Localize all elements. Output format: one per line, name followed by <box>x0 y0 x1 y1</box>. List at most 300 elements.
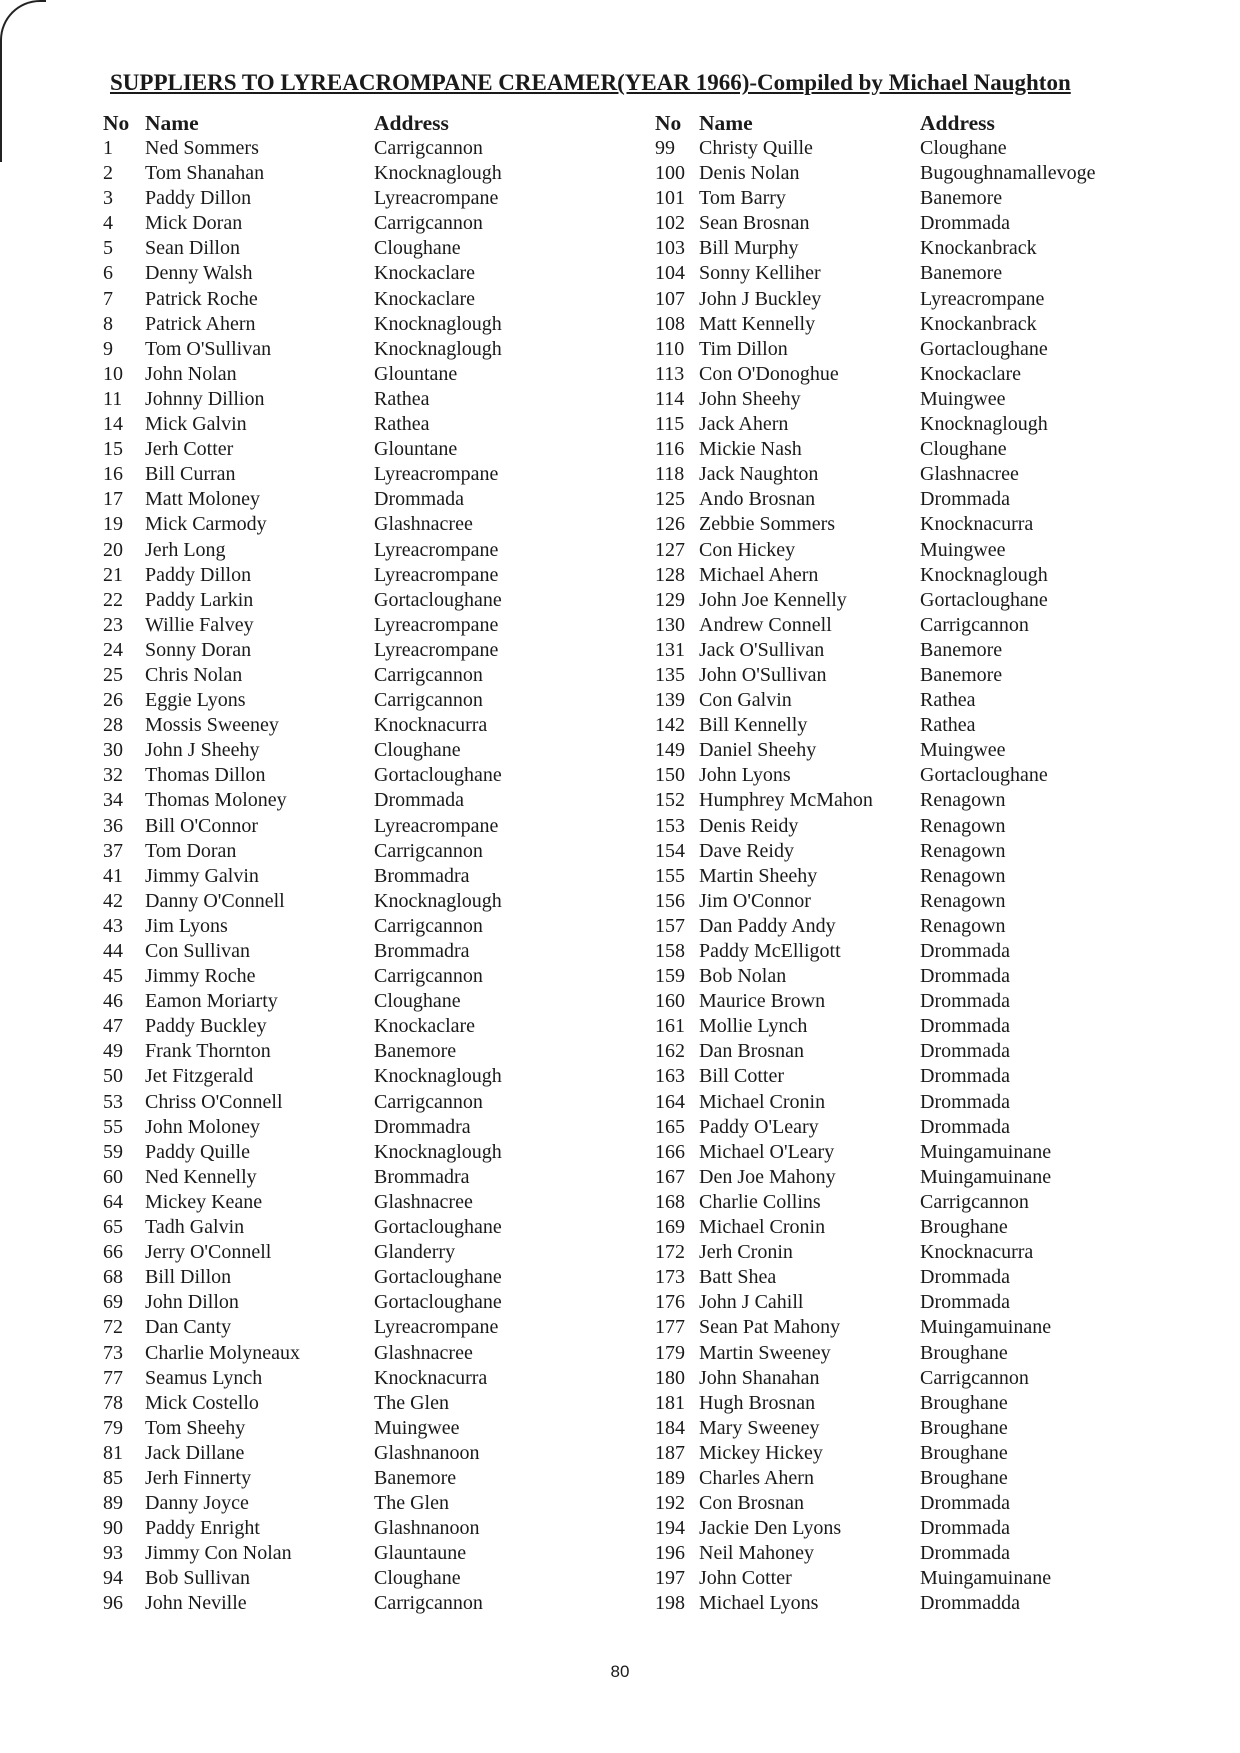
table-row <box>103 738 604 763</box>
supplier-address: Cloughane <box>920 438 1007 461</box>
supplier-address: Carrigcannon <box>374 689 483 712</box>
table-row <box>655 1391 1150 1416</box>
table-row <box>103 211 604 236</box>
supplier-number: 177 <box>655 1316 685 1339</box>
supplier-number: 4 <box>103 212 113 235</box>
supplier-name: John J Sheehy <box>145 739 260 762</box>
table-row <box>103 261 604 286</box>
supplier-address: Rathea <box>374 413 430 436</box>
supplier-name: Matt Moloney <box>145 488 260 511</box>
supplier-address: Renagown <box>920 839 1006 862</box>
supplier-name: Jerh Finnerty <box>145 1466 252 1489</box>
supplier-number: 108 <box>655 312 685 335</box>
table-row <box>103 839 604 864</box>
supplier-address: Drommada <box>920 1065 1010 1088</box>
supplier-name: Hugh Brosnan <box>699 1391 816 1414</box>
supplier-name: Tom Doran <box>145 839 237 862</box>
supplier-name: John O'Sullivan <box>699 663 827 686</box>
supplier-address: Lyreacrompane <box>920 287 1045 310</box>
supplier-name: Jerry O'Connell <box>145 1241 272 1264</box>
supplier-address: Muingamuinane <box>920 1316 1052 1339</box>
supplier-number: 152 <box>655 789 685 812</box>
supplier-number: 157 <box>655 914 685 937</box>
supplier-number: 16 <box>103 463 123 486</box>
supplier-address: Drommada <box>920 212 1010 235</box>
supplier-name: Jack Naughton <box>699 463 819 486</box>
supplier-number: 160 <box>655 990 685 1013</box>
supplier-number: 100 <box>655 162 685 185</box>
table-row <box>103 287 604 312</box>
supplier-name: Mick Galvin <box>145 413 247 436</box>
supplier-number: 93 <box>103 1542 123 1565</box>
supplier-address: Carrigcannon <box>374 1090 483 1113</box>
table-row <box>655 1366 1150 1391</box>
supplier-address: Renagown <box>920 864 1006 887</box>
supplier-number: 172 <box>655 1241 685 1264</box>
supplier-address: Gortacloughane <box>374 1291 502 1314</box>
supplier-name: Martin Sheehy <box>699 864 818 887</box>
table-row <box>103 1391 604 1416</box>
supplier-number: 126 <box>655 513 685 536</box>
supplier-number: 77 <box>103 1366 123 1389</box>
supplier-address: Carrigcannon <box>374 965 483 988</box>
table-row <box>103 788 604 813</box>
supplier-address: Drommada <box>920 940 1010 962</box>
supplier-name: Dan Paddy Andy <box>699 914 836 937</box>
table-row <box>103 236 604 261</box>
table-row <box>103 487 604 512</box>
supplier-name: Jimmy Roche <box>145 965 256 988</box>
supplier-name: John Cotter <box>699 1567 792 1590</box>
table-row <box>655 1416 1150 1441</box>
table-row <box>655 261 1150 286</box>
supplier-address: Drommadda <box>920 1592 1020 1615</box>
table-row <box>655 839 1150 864</box>
table-row <box>655 688 1150 713</box>
supplier-number: 125 <box>655 488 685 511</box>
table-row <box>103 1591 604 1616</box>
table-row <box>103 538 604 563</box>
supplier-name: Thomas Moloney <box>145 789 287 812</box>
supplier-number: 150 <box>655 764 685 787</box>
supplier-name: Paddy Buckley <box>145 1015 267 1038</box>
supplier-number: 118 <box>655 463 685 486</box>
supplier-name: Bill Curran <box>145 463 236 486</box>
table-row <box>655 1115 1150 1140</box>
supplier-address: Glashnanoon <box>374 1517 480 1540</box>
supplier-address: Gortacloughane <box>374 588 502 611</box>
page-title: SUPPLIERS TO LYREACROMPANE CREAMER(YEAR 1966)-Compiled by Michael Naughton <box>110 70 1071 95</box>
supplier-number: 73 <box>103 1341 123 1364</box>
table-row <box>103 1366 604 1391</box>
supplier-name: Maurice Brown <box>699 990 826 1013</box>
table-row <box>103 1090 604 1115</box>
supplier-number: 169 <box>655 1216 685 1239</box>
supplier-address: Rathea <box>374 387 430 410</box>
supplier-number: 162 <box>655 1040 685 1063</box>
supplier-address: Glountane <box>374 362 458 385</box>
table-row <box>103 1541 604 1566</box>
table-row <box>655 462 1150 487</box>
supplier-name: Dan Brosnan <box>699 1040 804 1063</box>
supplier-name: Sean Dillon <box>145 237 240 260</box>
table-row <box>103 161 604 186</box>
table-row <box>655 1190 1150 1215</box>
table-row <box>103 186 604 211</box>
supplier-name: Paddy O'Leary <box>699 1115 819 1138</box>
supplier-address: Glashnacree <box>374 1341 473 1364</box>
table-row <box>103 889 604 914</box>
supplier-address: Muingamuinane <box>920 1567 1052 1590</box>
supplier-number: 149 <box>655 739 685 762</box>
supplier-name: Jerh Cronin <box>699 1241 793 1264</box>
supplier-address: Knocknaglough <box>920 563 1048 586</box>
supplier-number: 10 <box>103 362 123 385</box>
supplier-number: 46 <box>103 990 123 1013</box>
supplier-number: 64 <box>103 1190 123 1213</box>
supplier-name: Sonny Kelliher <box>699 262 821 285</box>
supplier-number: 196 <box>655 1542 685 1565</box>
supplier-address: Bugoughnamallevoge <box>920 162 1096 185</box>
supplier-number: 79 <box>103 1416 123 1439</box>
supplier-name: Charlie Molyneaux <box>145 1341 300 1364</box>
supplier-name: John Shanahan <box>699 1366 820 1389</box>
supplier-number: 24 <box>103 638 123 661</box>
table-row <box>655 186 1150 211</box>
supplier-number: 19 <box>103 513 123 536</box>
supplier-number: 135 <box>655 663 685 686</box>
supplier-number: 154 <box>655 839 685 862</box>
supplier-address: Lyreacrompane <box>374 563 499 586</box>
supplier-name: John Neville <box>145 1592 247 1615</box>
table-row <box>103 512 604 537</box>
table-row <box>655 1591 1150 1616</box>
supplier-name: Paddy Dillon <box>145 187 252 210</box>
header-name: Name <box>699 111 753 135</box>
supplier-address: Broughane <box>920 1391 1008 1414</box>
supplier-address: Glashnacree <box>374 1190 473 1213</box>
table-row <box>103 312 604 337</box>
supplier-name: Andrew Connell <box>699 613 832 636</box>
supplier-name: Den Joe Mahony <box>699 1165 836 1188</box>
supplier-number: 28 <box>103 714 123 737</box>
supplier-number: 85 <box>103 1466 123 1489</box>
supplier-address: Brommadra <box>374 864 470 887</box>
table-row <box>103 1039 604 1064</box>
table-header <box>103 110 604 136</box>
supplier-address: The Glen <box>374 1391 449 1414</box>
supplier-number: 3 <box>103 187 113 210</box>
supplier-number: 23 <box>103 613 123 636</box>
table-row <box>103 964 604 989</box>
supplier-address: Gortacloughane <box>374 1216 502 1239</box>
supplier-address: Renagown <box>920 914 1006 937</box>
supplier-name: Paddy McElligott <box>699 940 841 962</box>
table-row <box>655 713 1150 738</box>
supplier-name: Bill O'Connor <box>145 814 259 837</box>
supplier-name: Mick Carmody <box>145 513 267 536</box>
supplier-address: Carrigcannon <box>920 1190 1029 1213</box>
supplier-number: 180 <box>655 1366 685 1389</box>
supplier-address: Knocknaglough <box>374 1140 502 1163</box>
table-row <box>655 989 1150 1014</box>
supplier-address: Broughane <box>920 1216 1008 1239</box>
supplier-name: Tadh Galvin <box>145 1216 245 1239</box>
supplier-address: Glashnacree <box>920 463 1019 486</box>
supplier-name: Jackie Den Lyons <box>699 1517 842 1540</box>
supplier-address: Carrigcannon <box>374 663 483 686</box>
table-row <box>655 1265 1150 1290</box>
supplier-name: Matt Kennelly <box>699 312 816 335</box>
table-row <box>103 814 604 839</box>
supplier-address: Drommada <box>920 990 1010 1013</box>
supplier-name: John Nolan <box>145 362 237 385</box>
table-body-right <box>655 136 1150 1617</box>
supplier-address: Carrigcannon <box>374 212 483 235</box>
supplier-name: Eamon Moriarty <box>145 990 278 1013</box>
table-row <box>655 964 1150 989</box>
supplier-name: Con Brosnan <box>699 1492 804 1515</box>
table-row <box>655 1315 1150 1340</box>
supplier-number: 11 <box>103 387 123 410</box>
supplier-name: Danny Joyce <box>145 1492 249 1515</box>
table-row <box>103 563 604 588</box>
supplier-number: 179 <box>655 1341 685 1364</box>
supplier-number: 68 <box>103 1266 123 1289</box>
supplier-address: Knockanbrack <box>920 237 1037 260</box>
supplier-number: 197 <box>655 1567 685 1590</box>
supplier-name: Sean Pat Mahony <box>699 1316 841 1339</box>
supplier-name: Denny Walsh <box>145 262 253 285</box>
table-row <box>655 1466 1150 1491</box>
table-row <box>655 312 1150 337</box>
table-row <box>655 1064 1150 1089</box>
supplier-number: 159 <box>655 965 685 988</box>
supplier-name: Tom Barry <box>699 187 786 210</box>
supplier-address: Knocknaglough <box>374 162 502 185</box>
table-row <box>655 412 1150 437</box>
supplier-address: Drommada <box>920 1040 1010 1063</box>
table-row <box>655 161 1150 186</box>
supplier-address: Knocknaglough <box>374 312 502 335</box>
supplier-address: Knocknaglough <box>374 1065 502 1088</box>
supplier-number: 43 <box>103 914 123 937</box>
supplier-number: 189 <box>655 1466 685 1489</box>
table-row <box>655 487 1150 512</box>
supplier-address: Knocknaglough <box>920 413 1048 436</box>
supplier-name: Frank Thornton <box>145 1040 271 1063</box>
supplier-name: Martin Sweeney <box>699 1341 831 1364</box>
supplier-name: Christy Quille <box>699 137 813 159</box>
supplier-name: John Dillon <box>145 1291 239 1314</box>
supplier-address: Drommada <box>920 1291 1010 1314</box>
supplier-name: Tom Shanahan <box>145 162 265 185</box>
supplier-name: Denis Reidy <box>699 814 799 837</box>
supplier-name: Jet Fitzgerald <box>145 1065 254 1088</box>
table-row <box>103 136 604 161</box>
header-address: Address <box>920 111 995 135</box>
table-row <box>655 287 1150 312</box>
supplier-name: Jack Dillane <box>145 1441 245 1464</box>
supplier-number: 72 <box>103 1316 123 1339</box>
supplier-address: Drommadra <box>374 1115 471 1138</box>
supplier-address: Cloughane <box>374 237 461 260</box>
supplier-number: 173 <box>655 1266 685 1289</box>
supplier-name: Daniel Sheehy <box>699 739 817 762</box>
supplier-name: Jim O'Connor <box>699 889 811 912</box>
supplier-number: 102 <box>655 212 685 235</box>
supplier-address: Muingwee <box>920 739 1006 762</box>
table-row <box>655 738 1150 763</box>
supplier-address: Drommada <box>374 488 464 511</box>
table-row <box>103 1215 604 1240</box>
table-row <box>103 1566 604 1591</box>
table-row <box>655 1441 1150 1466</box>
supplier-name: Denis Nolan <box>699 162 800 185</box>
table-row <box>655 211 1150 236</box>
table-row <box>655 1516 1150 1541</box>
supplier-address: Knockaclare <box>920 362 1022 385</box>
table-row <box>103 688 604 713</box>
supplier-address: Knocknaglough <box>374 337 502 360</box>
table-row <box>103 1341 604 1366</box>
supplier-address: Lyreacrompane <box>374 1316 499 1339</box>
table-row <box>103 1491 604 1516</box>
supplier-name: Charlie Collins <box>699 1190 821 1213</box>
supplier-number: 8 <box>103 312 113 335</box>
supplier-address: Broughane <box>920 1441 1008 1464</box>
page-number: 80 <box>610 1662 630 1681</box>
table-row <box>655 387 1150 412</box>
table-row <box>655 1014 1150 1039</box>
supplier-name: Mickey Keane <box>145 1190 263 1213</box>
supplier-address: Rathea <box>920 714 976 737</box>
table-row <box>655 337 1150 362</box>
supplier-address: Gortacloughane <box>374 764 502 787</box>
supplier-number: 1 <box>103 137 113 159</box>
supplier-number: 139 <box>655 689 685 712</box>
supplier-number: 25 <box>103 663 123 686</box>
supplier-number: 127 <box>655 538 685 561</box>
supplier-name: Humphrey McMahon <box>699 789 873 812</box>
supplier-address: Drommada <box>920 488 1010 511</box>
supplier-name: Mossis Sweeney <box>145 714 279 737</box>
supplier-address: Drommada <box>920 1517 1010 1540</box>
supplier-address: Drommada <box>920 965 1010 988</box>
table-body-left <box>103 136 604 1617</box>
supplier-number: 113 <box>655 362 685 385</box>
supplier-number: 90 <box>103 1517 123 1540</box>
table-row <box>103 663 604 688</box>
supplier-number: 14 <box>103 413 123 436</box>
table-row <box>103 387 604 412</box>
supplier-address: Banemore <box>920 638 1003 661</box>
supplier-name: Mollie Lynch <box>699 1015 808 1038</box>
supplier-name: Ned Sommers <box>145 137 259 159</box>
supplier-address: Drommada <box>920 1542 1010 1565</box>
supplier-address: Muingwee <box>920 538 1006 561</box>
supplier-name: Neil Mahoney <box>699 1542 814 1565</box>
table-row <box>655 864 1150 889</box>
supplier-name: Ando Brosnan <box>699 488 816 511</box>
supplier-name: John J Cahill <box>699 1291 804 1314</box>
supplier-number: 5 <box>103 237 113 260</box>
table-row <box>103 588 604 613</box>
supplier-address: Banemore <box>920 262 1003 285</box>
supplier-address: Muingamuinane <box>920 1165 1052 1188</box>
supplier-address: Knocknacurra <box>374 714 488 737</box>
supplier-name: Patrick Roche <box>145 287 258 310</box>
supplier-address: Drommada <box>920 1015 1010 1038</box>
header-no: No <box>103 111 130 135</box>
supplier-number: 101 <box>655 187 685 210</box>
table-row <box>655 638 1150 663</box>
supplier-number: 176 <box>655 1291 685 1314</box>
supplier-name: Bill Kennelly <box>699 714 808 737</box>
supplier-address: Carrigcannon <box>374 137 483 159</box>
header-no: No <box>655 111 682 135</box>
supplier-name: Danny O'Connell <box>145 889 285 912</box>
supplier-address: Cloughane <box>374 1567 461 1590</box>
supplier-name: Con Sullivan <box>145 940 251 962</box>
supplier-name: Jimmy Galvin <box>145 864 259 887</box>
supplier-number: 142 <box>655 714 685 737</box>
table-row <box>655 1240 1150 1265</box>
supplier-address: Muingwee <box>920 387 1006 410</box>
table-row <box>655 588 1150 613</box>
table-row <box>655 1039 1150 1064</box>
supplier-name: Con Galvin <box>699 689 792 712</box>
supplier-name: Johnny Dillion <box>145 387 265 410</box>
supplier-number: 22 <box>103 588 123 611</box>
supplier-number: 163 <box>655 1065 685 1088</box>
supplier-number: 44 <box>103 940 123 962</box>
table-row <box>103 1516 604 1541</box>
supplier-number: 6 <box>103 262 113 285</box>
supplier-address: Muingwee <box>374 1416 460 1439</box>
supplier-address: Glauntaune <box>374 1542 467 1565</box>
supplier-number: 110 <box>655 337 685 360</box>
supplier-address: Renagown <box>920 814 1006 837</box>
supplier-name: Jimmy Con Nolan <box>145 1542 292 1565</box>
supplier-address: Carrigcannon <box>920 613 1029 636</box>
supplier-name: Charles Ahern <box>699 1466 814 1489</box>
supplier-number: 115 <box>655 413 685 436</box>
supplier-name: John J Buckley <box>699 287 822 310</box>
supplier-name: John Joe Kennelly <box>699 588 847 611</box>
supplier-number: 30 <box>103 739 123 762</box>
supplier-address: Carrigcannon <box>374 1592 483 1615</box>
supplier-number: 96 <box>103 1592 123 1615</box>
supplier-address: Lyreacrompane <box>374 814 499 837</box>
supplier-address: Lyreacrompane <box>374 538 499 561</box>
supplier-number: 36 <box>103 814 123 837</box>
supplier-name: Mickey Hickey <box>699 1441 823 1464</box>
supplier-address: Banemore <box>374 1466 457 1489</box>
supplier-number: 167 <box>655 1165 685 1188</box>
supplier-number: 17 <box>103 488 123 511</box>
supplier-name: Jack O'Sullivan <box>699 638 825 661</box>
supplier-name: Dan Canty <box>145 1316 232 1339</box>
table-row <box>103 989 604 1014</box>
supplier-name: Willie Falvey <box>145 613 254 636</box>
supplier-name: Thomas Dillon <box>145 764 266 787</box>
supplier-address: Drommada <box>920 1090 1010 1113</box>
supplier-number: 161 <box>655 1015 685 1038</box>
supplier-address: Renagown <box>920 789 1006 812</box>
table-row <box>103 1165 604 1190</box>
table-row <box>103 1190 604 1215</box>
